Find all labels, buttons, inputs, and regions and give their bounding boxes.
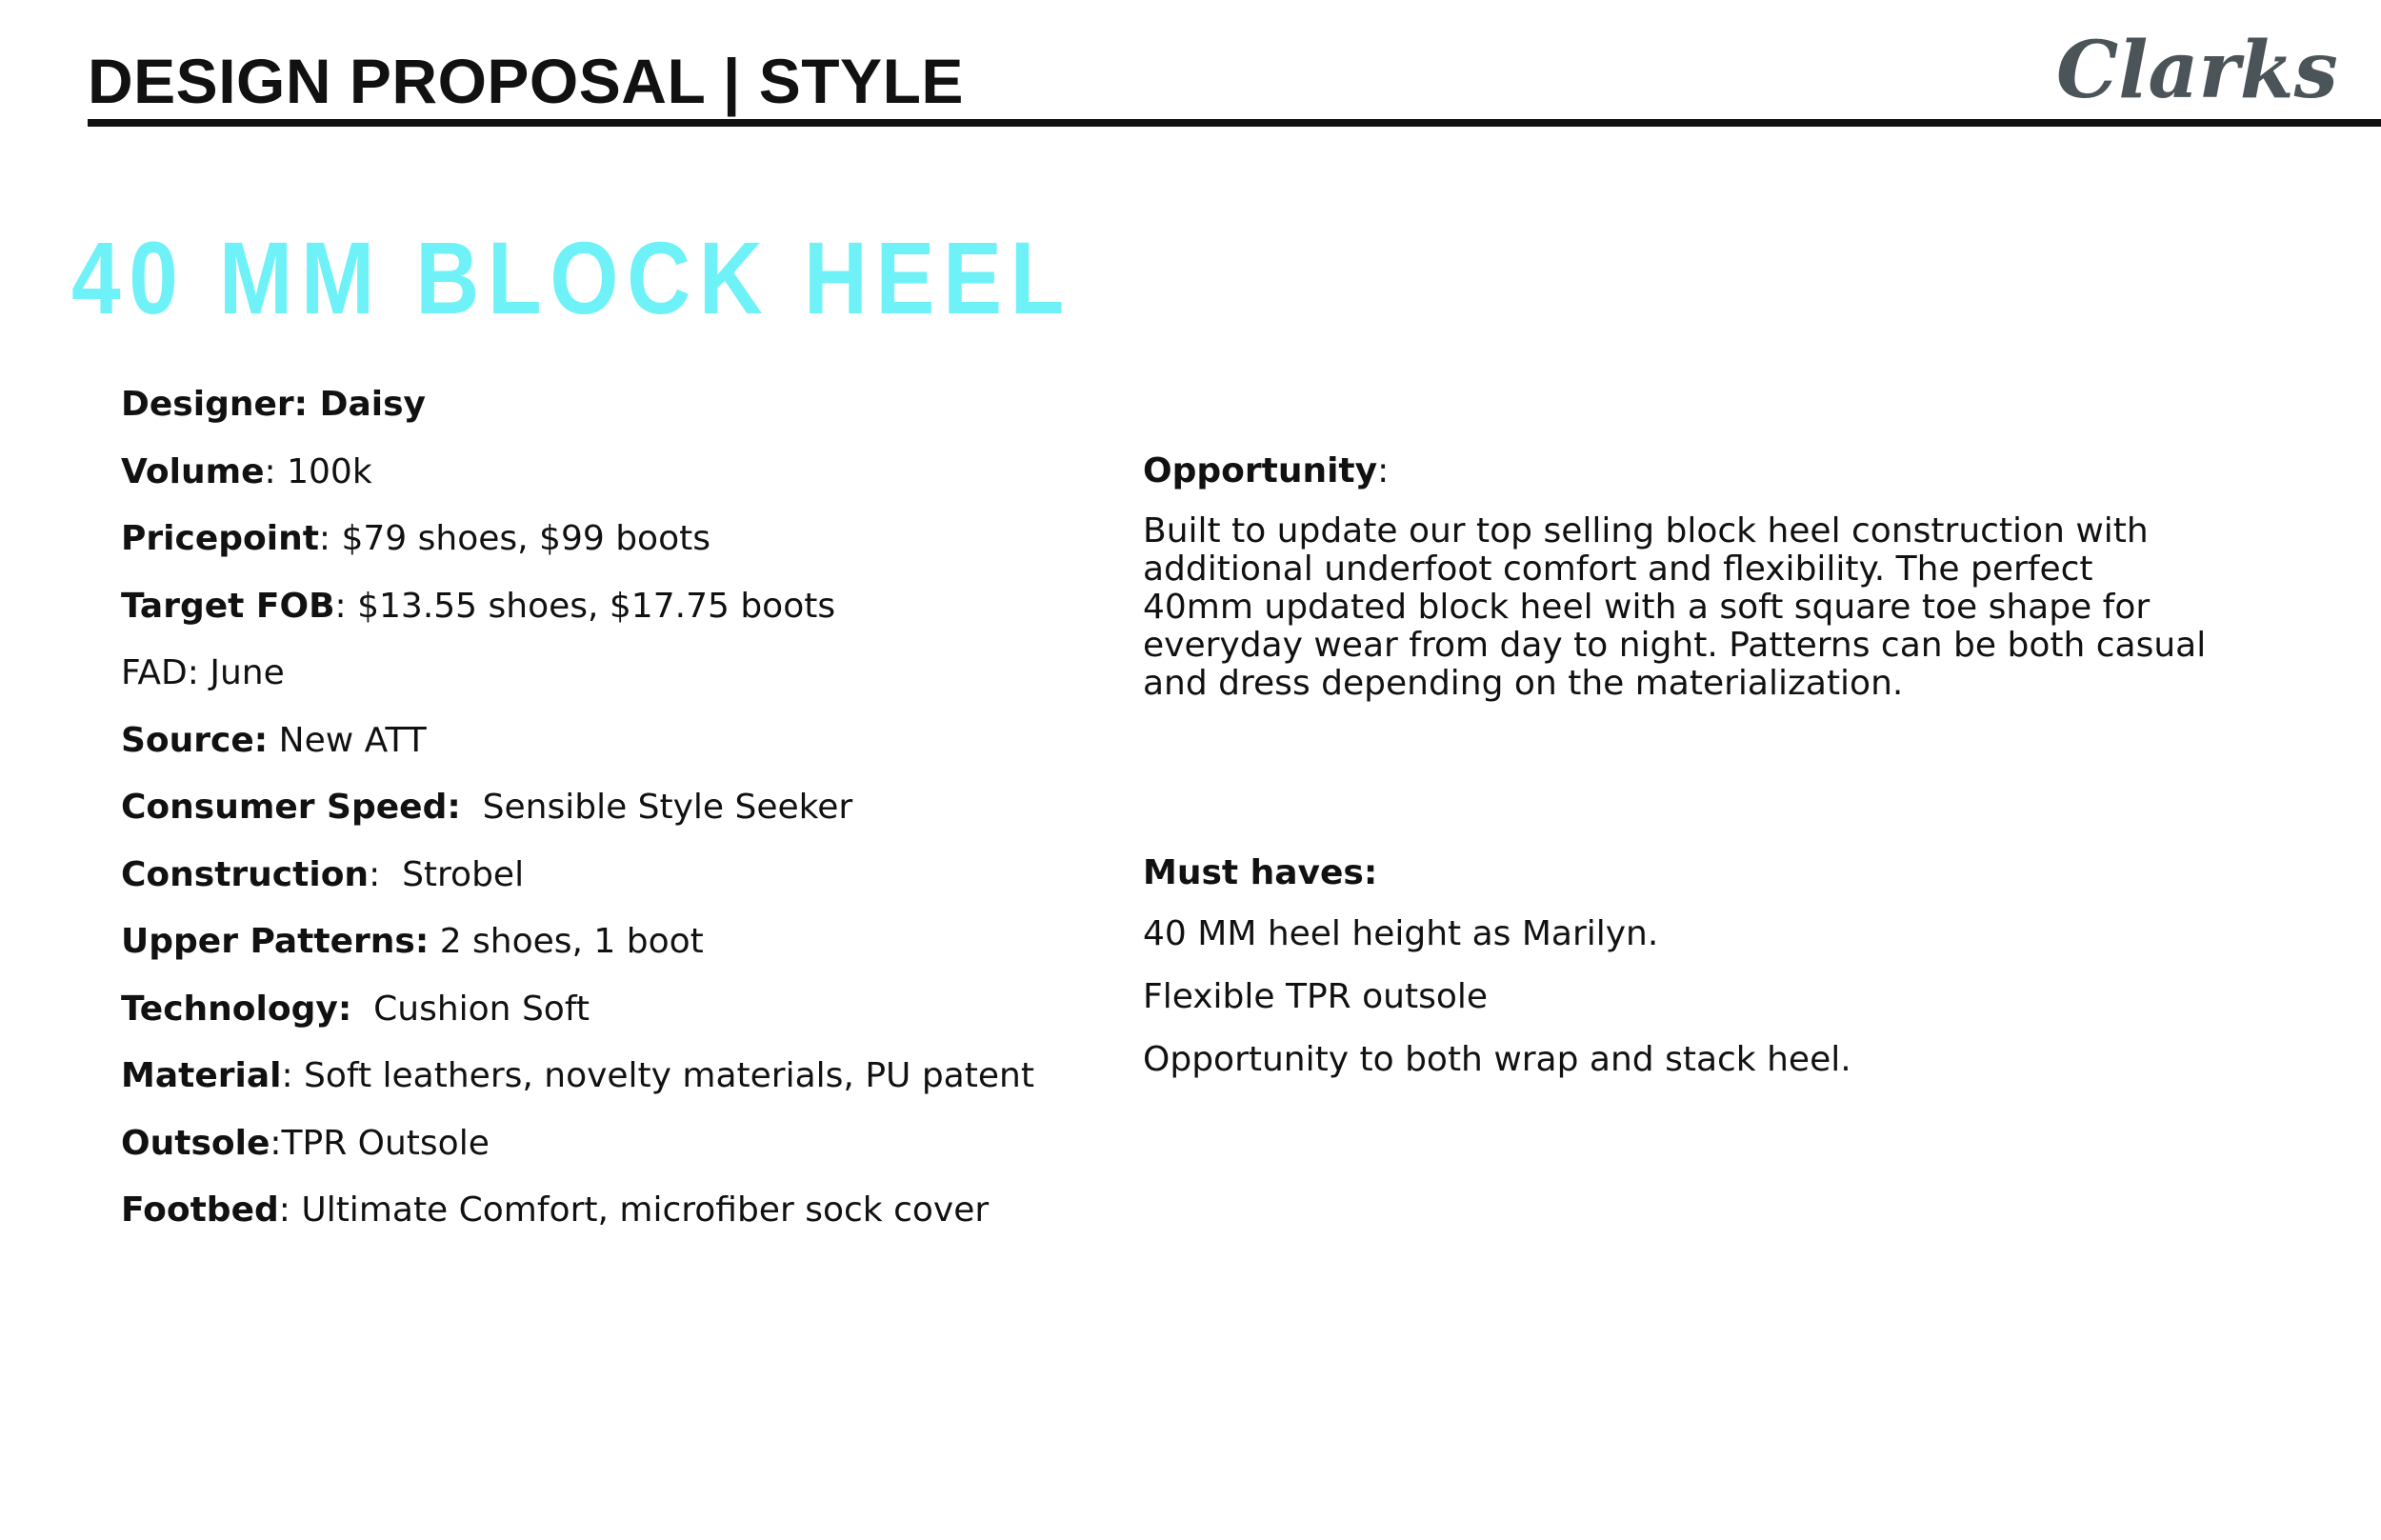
spec-value: Strobel	[402, 854, 525, 894]
spec-label: Designer: Daisy	[121, 385, 426, 424]
spec-value: $79 shoes, $99 boots	[341, 519, 710, 558]
spec-label: Upper Patterns:	[121, 922, 430, 961]
spec-fad	[121, 647, 1073, 714]
list-item: 40 MM heel height as Marilyn.	[1143, 914, 1659, 953]
spec-sep	[429, 922, 439, 961]
spec-sep: :	[270, 1123, 282, 1163]
spec-label: Source:	[121, 720, 269, 760]
spec-footbed	[121, 1184, 1073, 1251]
spec-label: Material	[121, 1056, 282, 1095]
spec-consumer-speed	[121, 781, 1073, 849]
spec-value: Sensible Style Seeker	[482, 788, 853, 827]
spec-value: TPR Outsole	[281, 1123, 490, 1163]
spec-label: Footbed	[121, 1190, 279, 1230]
spec-value: $13.55 shoes, $17.75 boots	[357, 586, 836, 626]
spec-value: Cushion Soft	[373, 989, 590, 1029]
spec-list	[121, 378, 1073, 1251]
spec-sep	[461, 788, 483, 827]
opportunity-heading	[1143, 445, 1389, 497]
spec-source	[121, 714, 1073, 782]
list-item: Flexible TPR outsole	[1143, 977, 1489, 1016]
spec-sep: :	[278, 1190, 302, 1230]
header-divider	[88, 119, 2381, 127]
spec-target-fob	[121, 580, 1073, 648]
spec-label: Technology:	[121, 989, 352, 1029]
spec-sep: :	[369, 854, 403, 894]
spec-pricepoint	[121, 512, 1073, 580]
spec-label: Volume	[121, 451, 265, 491]
spec-volume	[121, 446, 1073, 513]
spec-construction	[121, 849, 1073, 916]
opportunity-heading-text: Opportunity	[1143, 451, 1378, 490]
list-item: Opportunity to both wrap and stack heel.	[1143, 1040, 1851, 1079]
spec-sep: :	[334, 586, 358, 626]
spec-sep	[351, 990, 373, 1029]
spec-label: Construction	[121, 854, 370, 894]
spec-outsole	[121, 1117, 1073, 1185]
clarks-logo	[2052, 25, 2338, 116]
spec-sep: :	[264, 451, 288, 491]
page-title: DESIGN PROPOSAL | STYLE	[88, 46, 964, 116]
spec-technology	[121, 983, 1073, 1050]
spec-label: Consumer Speed:	[121, 788, 461, 827]
spec-label: Outsole	[121, 1123, 270, 1163]
spec-value: Ultimate Comfort, microfiber sock cover	[301, 1190, 990, 1230]
spec-sep	[268, 721, 278, 760]
spec-label: FAD: June	[121, 653, 285, 692]
logo-wordmark: Clarks	[2056, 25, 2338, 116]
spec-material	[121, 1050, 1073, 1117]
spec-sep: :	[318, 519, 342, 558]
clarks-logo-icon	[2052, 25, 2338, 116]
spec-value: New ATT	[278, 720, 427, 760]
spec-value: Soft leathers, novelty materials, PU patent	[304, 1056, 1034, 1095]
spec-value: 2 shoes, 1 boot	[439, 922, 704, 961]
spec-designer	[121, 378, 1073, 446]
must-haves-list	[1143, 908, 1851, 1096]
product-title: 40 MM BLOCK HEEL	[71, 220, 1072, 335]
spec-value: 100k	[287, 451, 372, 491]
must-haves-heading: Must haves:	[1143, 853, 1378, 892]
spec-label: Pricepoint	[121, 519, 319, 558]
opportunity-heading-colon: :	[1377, 451, 1390, 490]
opportunity-body: Built to update our top selling block heel construction with additional underfoot comfort and flexibility. The perfect 40mm updated block heel with a soft square toe shape for everyday wear from day to night. Patterns can be both casual and dress depending on the materialization.	[1143, 511, 2207, 703]
spec-label: Target FOB	[121, 586, 335, 626]
spec-upper-patterns	[121, 915, 1073, 983]
spec-sep: :	[281, 1056, 305, 1095]
